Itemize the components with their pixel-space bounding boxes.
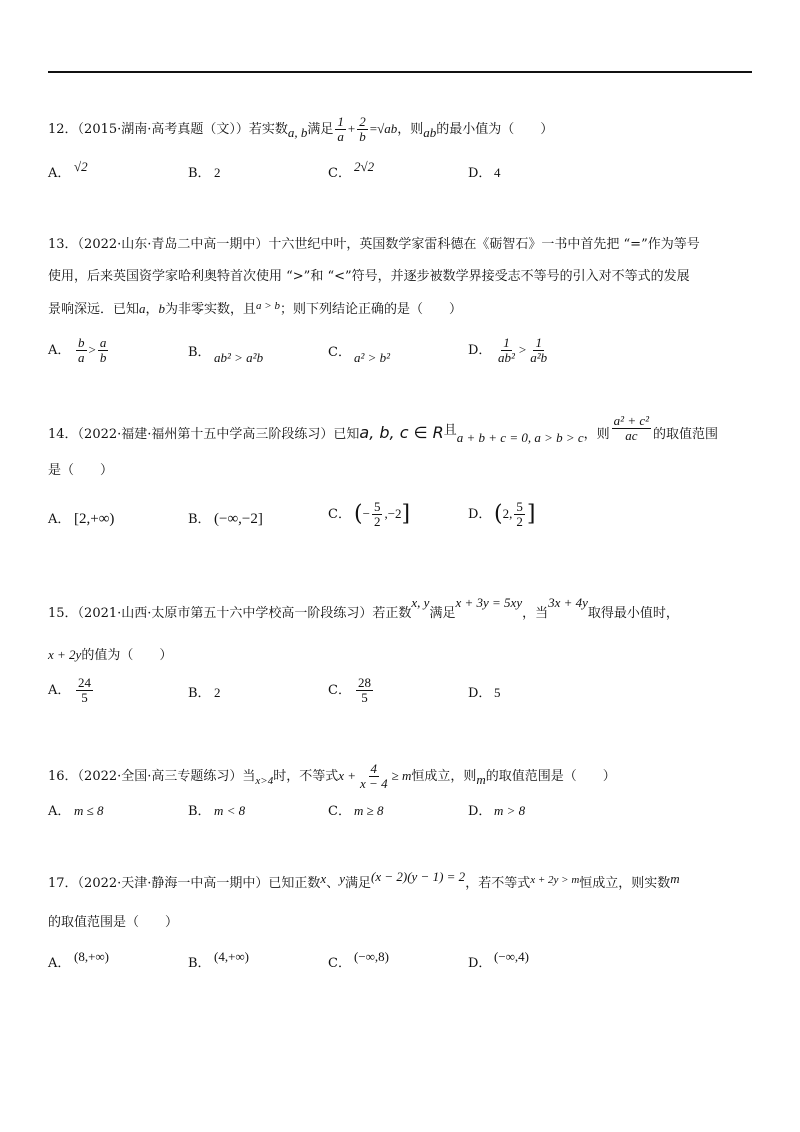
- option-d[interactable]: D． 5: [468, 685, 501, 701]
- question-number: 12．: [48, 122, 78, 137]
- question-15-stem-line2: x + 2y的值为（ ）: [48, 647, 173, 663]
- header-rule: [48, 71, 752, 73]
- fraction: $\frac{1}{a}$: [337, 114, 344, 144]
- question-13-stem-line1: 13．（2022·山东·青岛二中高一期中）十六世纪中叶，英国数学家雷科德在《砺智石》一书中首先把 “=”作为等号: [48, 237, 700, 252]
- option-a[interactable]: A． m ≤ 8: [48, 803, 104, 819]
- math-vars: a, b: [287, 125, 308, 140]
- option-d[interactable]: D． (−∞,4): [468, 949, 530, 971]
- option-c[interactable]: C． 2√2: [328, 159, 375, 181]
- option-d[interactable]: D． m > 8: [468, 803, 526, 819]
- question-text: ，则: [397, 122, 424, 137]
- fraction: $\frac{2}{b}$: [359, 114, 366, 144]
- option-a[interactable]: A． $\frac{24}{5}$: [48, 675, 91, 705]
- option-a[interactable]: A． √2: [48, 159, 88, 181]
- option-c[interactable]: C． $\frac{28}{5}$: [328, 675, 371, 705]
- option-b[interactable]: B． 2: [188, 685, 221, 701]
- option-b[interactable]: B． ab² > a²b: [188, 345, 264, 365]
- math-expr: √ab: [377, 121, 398, 136]
- option-b[interactable]: B． (−∞,−2]: [188, 511, 263, 527]
- option-c[interactable]: C． (− $\frac{5}{2}$ ,−2]: [328, 499, 411, 529]
- question-17-stem: 17．（2022·天津·静海一中高一期中）已知正数x、y满足(x − 2)(y − 1) = 2，若不等式$^{x + 2y > m}$恒成立，则实数m: [48, 869, 680, 891]
- question-text: 满足: [307, 122, 334, 137]
- option-d[interactable]: D． $\frac{1}{\text{ab²}}$ > $\frac{1}{\text{a²b}}$: [468, 335, 548, 365]
- question-text: 的最小值为（ ）: [436, 122, 554, 137]
- question-text: （2015·湖南·高考真题（文））若实数: [77, 122, 288, 137]
- option-c[interactable]: C． a² > b²: [328, 345, 391, 365]
- option-c[interactable]: C． (−∞,8): [328, 949, 390, 971]
- question-13-stem-line3: 景响深远．已知a，b为非零实数，且$^{a > b}$；则下列结论正确的是（ ）: [48, 300, 462, 317]
- option-b[interactable]: B． m < 8: [188, 803, 246, 819]
- question-15-stem: 15．（2021·山西·太原市第五十六中学校高一阶段练习）若正数x, y满足x + 3y = 5xy，当3x + 4y取得最小值时，: [48, 595, 679, 621]
- math-expr: ab: [423, 125, 437, 140]
- option-a[interactable]: A． $\frac{b}{a}$ > $\frac{a}{b}$: [48, 335, 107, 365]
- question-12-stem: 12．（2015·湖南·高考真题（文））若实数a, b满足 $\frac{1}{a}$ + $\frac{2}{b}$ =√ab，则ab的最小值为（ ）: [48, 114, 554, 144]
- option-c[interactable]: C． m ≥ 8: [328, 803, 384, 819]
- option-a[interactable]: A． (8,+∞): [48, 949, 110, 971]
- question-17-stem-line2: 的取值范围是（ ）: [48, 915, 179, 930]
- question-14-stem: 14．（2022·福建·福州第十五中学高三阶段练习）已知a, b, c ∈ R且a + b + c = 0, a > b > c，则 $\frac{\text{a² + c²}}{ac}$ 的取值范围: [48, 413, 719, 445]
- option-a[interactable]: A． [2,+∞): [48, 511, 115, 527]
- option-d[interactable]: D． (2, $\frac{5}{2}$ ]: [468, 499, 536, 529]
- question-13-stem-line2: 使用，后来英国资学家哈利奥特首次使用 “>”和 “<”符号，并逐步被数学界接受志不等号的引入对不等式的发展: [48, 269, 690, 284]
- question-14-stem-line2: 是（ ）: [48, 463, 114, 478]
- option-d[interactable]: D． 4: [468, 165, 501, 181]
- option-b[interactable]: B． 2: [188, 165, 221, 181]
- option-b[interactable]: B． (4,+∞): [188, 949, 250, 971]
- question-16-stem: 16．（2022·全国·高三专题练习）当$_{x>4}$时，不等式x + $\frac{4}{x - 4}$ ≥ m恒成立，则m的取值范围是（ ）: [48, 761, 616, 791]
